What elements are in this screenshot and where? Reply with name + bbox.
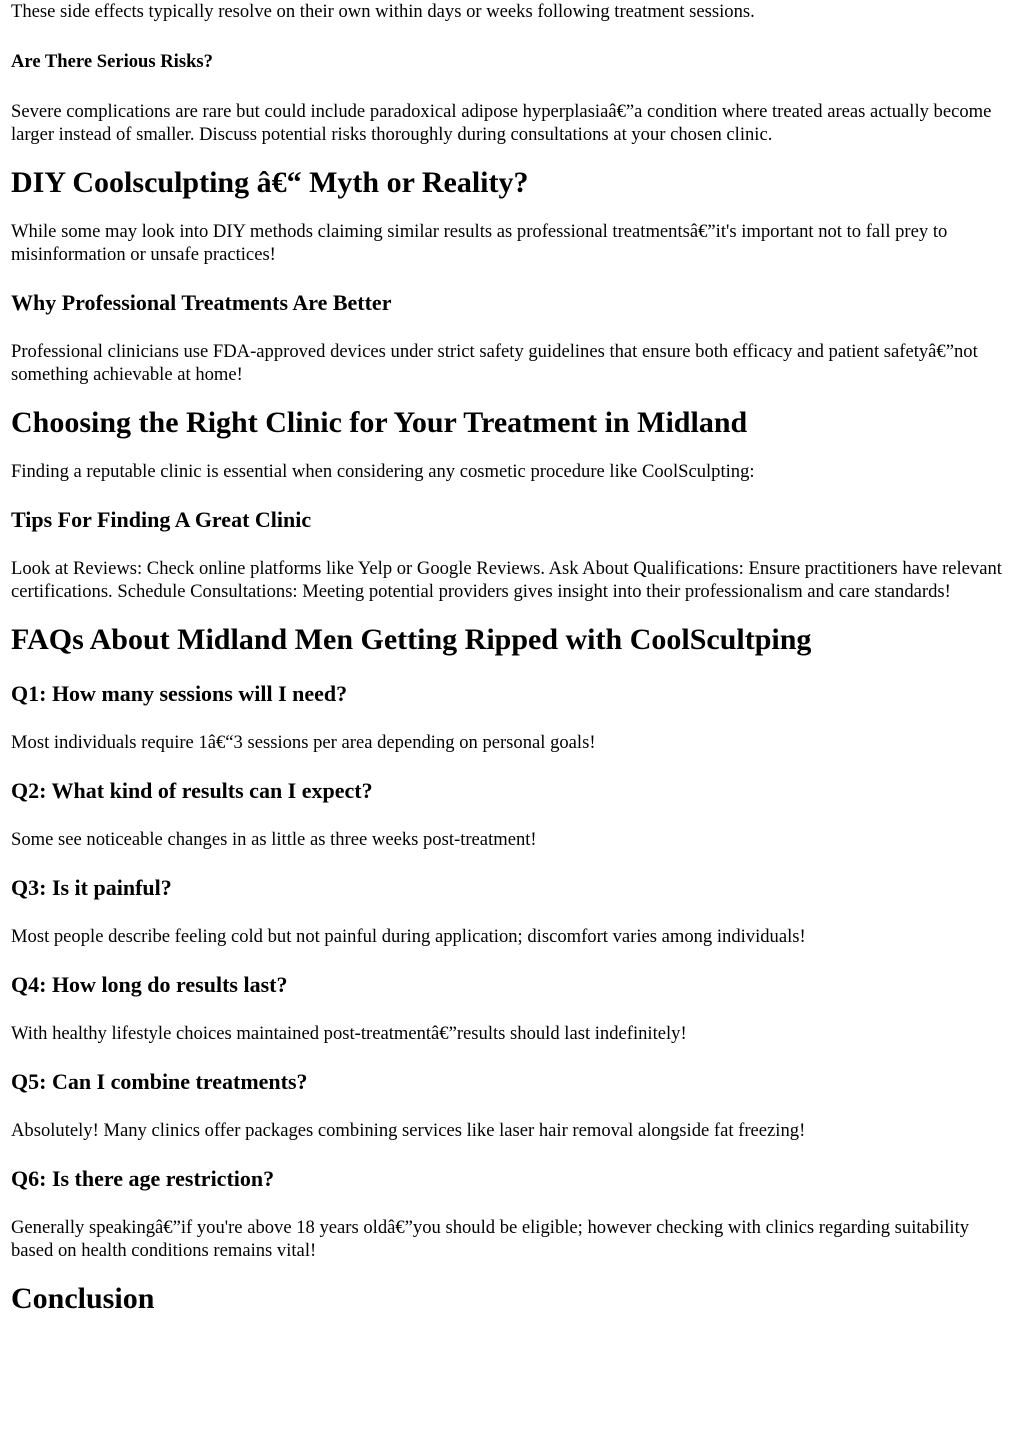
conclusion-heading: Conclusion: [11, 1282, 155, 1315]
intro-paragraph: These side effects typically resolve on their own within days or weeks following treatment sessions.: [11, 1, 755, 22]
tips-heading: Tips For Finding A Great Clinic: [11, 507, 312, 532]
faq-answer: With healthy lifestyle choices maintained post-treatmentâ€”results should last indefinitely!: [11, 1023, 687, 1044]
tips-paragraph: Look at Reviews: Check online platforms like Yelp or Google Reviews. Ask About Qualifications: Ensure practitioners have relevant certifications. Schedule Consultations: Meeting potential providers gives insight into their professionalism and care standards!: [11, 558, 1002, 602]
risks-paragraph: Severe complications are rare but could include paradoxical adipose hyperplasiaâ€”a condition where treated areas actually become larger instead of smaller. Discuss potential risks thoroughly during consultations at your chosen clinic.: [11, 101, 992, 145]
diy-paragraph: While some may look into DIY methods claiming similar results as professional treatmentsâ€”it's important not to fall prey to misinformation or unsafe practices!: [11, 221, 948, 265]
professional-paragraph: Professional clinicians use FDA-approved devices under strict safety guidelines that ensure both efficacy and patient safetyâ€”not something achievable at home!: [11, 341, 978, 385]
faq-answer: Most people describe feeling cold but not painful during application; discomfort varies among individuals!: [11, 926, 806, 947]
diy-heading: DIY Coolsculpting â€“ Myth or Reality?: [11, 166, 529, 199]
faq-question: Q4: How long do results last?: [11, 972, 288, 997]
faq-question: Q3: Is it painful?: [11, 875, 172, 900]
faq-answer: Some see noticeable changes in as little as three weeks post-treatment!: [11, 829, 537, 850]
faq-question: Q2: What kind of results can I expect?: [11, 778, 373, 803]
faq-question: Q5: Can I combine treatments?: [11, 1069, 308, 1094]
clinic-heading: Choosing the Right Clinic for Your Treatment in Midland: [11, 406, 748, 439]
professional-heading: Why Professional Treatments Are Better: [11, 290, 392, 315]
risks-heading: Are There Serious Risks?: [11, 51, 213, 72]
faq-question: Q6: Is there age restriction?: [11, 1166, 275, 1191]
faq-answer: Absolutely! Many clinics offer packages combining services like laser hair removal alongside fat freezing!: [11, 1120, 806, 1141]
faq-answer: Generally speakingâ€”if you're above 18 years oldâ€”you should be eligible; however checking with clinics regarding suitability based on health conditions remains vital!: [11, 1217, 970, 1261]
clinic-paragraph: Finding a reputable clinic is essential when considering any cosmetic procedure like CoolSculpting:: [11, 461, 755, 482]
faqs-heading: FAQs About Midland Men Getting Ripped with CoolScultping: [11, 623, 812, 656]
faq-answer: Most individuals require 1â€“3 sessions per area depending on personal goals!: [11, 732, 596, 753]
faq-question: Q1: How many sessions will I need?: [11, 681, 348, 706]
